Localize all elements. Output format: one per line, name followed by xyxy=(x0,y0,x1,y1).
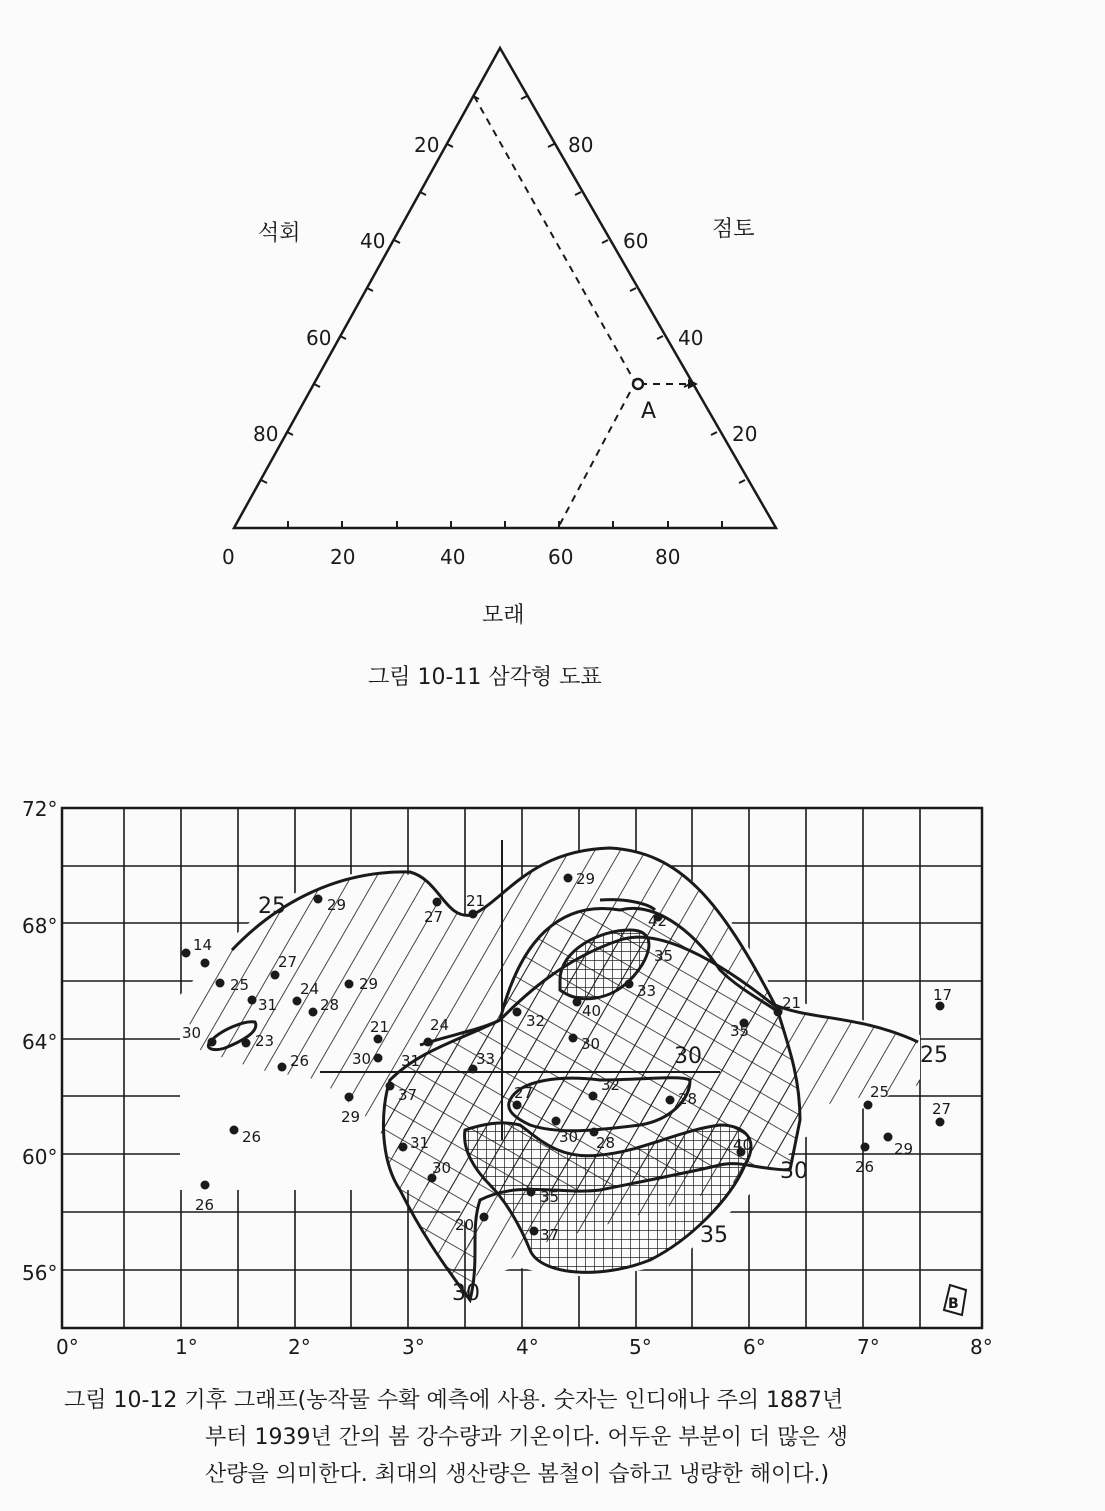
contour-label: 25 xyxy=(258,894,286,919)
station-label: 21 xyxy=(782,994,802,1012)
station-label: 30 xyxy=(182,1024,202,1042)
station-label: 30 xyxy=(559,1128,579,1146)
lime-axis-label: 석회 xyxy=(258,221,301,246)
station-label: 31 xyxy=(410,1134,430,1152)
sand-tick-0: 0 xyxy=(222,545,235,569)
lime-tick-60: 60 xyxy=(306,326,332,350)
station-label: 26 xyxy=(855,1158,875,1176)
station-label: 35 xyxy=(654,947,674,965)
sand-tick-60: 60 xyxy=(548,545,574,569)
station-label: 33 xyxy=(637,982,657,1000)
contour-label: 30 xyxy=(780,1159,808,1184)
x-tick-0: 0° xyxy=(56,1335,79,1359)
station-label: 23 xyxy=(255,1032,275,1050)
station-label: 40 xyxy=(733,1136,753,1154)
figure2-caption-line3: 산량을 의미한다. 최대의 생산량은 봄철이 습하고 냉량한 해이다.) xyxy=(205,1462,830,1487)
contour-label: 30 xyxy=(674,1044,702,1069)
station-label: 40 xyxy=(582,1002,602,1020)
station-label: 35 xyxy=(730,1022,750,1040)
station-label: 17 xyxy=(933,986,953,1004)
figure1-caption: 그림 10-11 삼각형 도표 xyxy=(368,665,602,690)
contour-label: 35 xyxy=(700,1223,728,1248)
x-tick-7: 7° xyxy=(857,1335,880,1359)
contour-label: 25 xyxy=(920,1043,948,1068)
station-label: 28 xyxy=(320,996,340,1014)
contour-label: 30 xyxy=(452,1281,480,1306)
point-a-marker xyxy=(633,379,643,389)
x-tick-5: 5° xyxy=(629,1335,652,1359)
x-tick-1: 1° xyxy=(175,1335,198,1359)
station-label: 14 xyxy=(193,936,213,954)
y-tick-64: 64° xyxy=(22,1030,58,1054)
clay-tick-60: 60 xyxy=(623,229,649,253)
station-label: 26 xyxy=(195,1196,215,1214)
lime-tick-80: 80 xyxy=(253,422,279,446)
y-tick-72: 72° xyxy=(22,797,58,821)
figure2-caption-line1: 그림 10-12 기후 그래프(농작물 수확 예측에 사용. 숫자는 인디애나 주의 1887년 xyxy=(64,1388,844,1413)
station-label: 28 xyxy=(596,1134,616,1152)
station-label: 35 xyxy=(540,1188,560,1206)
station-label: 29 xyxy=(327,896,347,914)
station-label: 32 xyxy=(601,1076,621,1094)
y-axis-labels xyxy=(22,797,57,1285)
station-label: 33 xyxy=(476,1050,496,1068)
station-label: 26 xyxy=(242,1128,262,1146)
station-label: 27 xyxy=(514,1084,534,1102)
station-label: 30 xyxy=(432,1159,452,1177)
station-label: 28 xyxy=(678,1090,698,1108)
station-label: 27 xyxy=(932,1100,952,1118)
point-a-label: A xyxy=(641,399,657,424)
guide-lines xyxy=(474,96,690,526)
station-label: 21 xyxy=(466,892,486,910)
station-label: 25 xyxy=(870,1083,890,1101)
station-label: 24 xyxy=(300,980,320,998)
station-label: 31 xyxy=(401,1052,421,1070)
sand-tick-20: 20 xyxy=(330,545,356,569)
station-label: 42 xyxy=(648,912,668,930)
x-tick-2: 2° xyxy=(288,1335,311,1359)
sand-tick-40: 40 xyxy=(440,545,466,569)
station-label: 21 xyxy=(370,1018,390,1036)
station-label: 29 xyxy=(894,1140,914,1158)
clay-axis-ticks xyxy=(521,96,745,483)
clay-tick-40: 40 xyxy=(678,326,704,350)
x-axis-labels xyxy=(56,1335,993,1359)
lime-tick-20: 20 xyxy=(414,133,440,157)
x-tick-3: 3° xyxy=(402,1335,425,1359)
figure2-caption-line2: 부터 1939년 간의 봄 강수량과 기온이다. 어두운 부분이 더 많은 생 xyxy=(205,1425,848,1450)
y-tick-56: 56° xyxy=(22,1261,58,1285)
x-tick-4: 4° xyxy=(516,1335,539,1359)
station-label: 29 xyxy=(576,870,596,888)
station-label: 30 xyxy=(352,1050,372,1068)
y-tick-60: 60° xyxy=(22,1145,58,1169)
lime-axis-ticks xyxy=(261,96,479,483)
station-label: 29 xyxy=(341,1108,361,1126)
station-label: 31 xyxy=(258,996,278,1014)
clay-tick-80: 80 xyxy=(568,133,594,157)
logo-letter: B xyxy=(948,1296,959,1312)
station-label: 26 xyxy=(290,1052,310,1070)
clay-axis-label: 점토 xyxy=(712,217,755,242)
x-tick-6: 6° xyxy=(743,1335,766,1359)
station-label: 25 xyxy=(230,976,250,994)
station-label: 27 xyxy=(278,953,298,971)
sand-tick-80: 80 xyxy=(655,545,681,569)
station-label: 32 xyxy=(526,1012,546,1030)
station-label: 37 xyxy=(398,1086,418,1104)
station-label: 27 xyxy=(424,908,444,926)
station-label: 20 xyxy=(455,1216,475,1234)
triangle-diagram xyxy=(0,0,1105,700)
station-label: 29 xyxy=(359,975,379,993)
sand-axis-label: 모래 xyxy=(482,603,525,628)
y-tick-68: 68° xyxy=(22,914,58,938)
station-label: 37 xyxy=(540,1226,560,1244)
triangle-outline xyxy=(234,48,776,528)
station-label: 30 xyxy=(581,1035,601,1053)
lime-tick-40: 40 xyxy=(360,229,386,253)
clay-tick-20: 20 xyxy=(732,422,758,446)
x-tick-8: 8° xyxy=(970,1335,993,1359)
climate-graph xyxy=(0,780,1105,1400)
station-label: 24 xyxy=(430,1016,450,1034)
